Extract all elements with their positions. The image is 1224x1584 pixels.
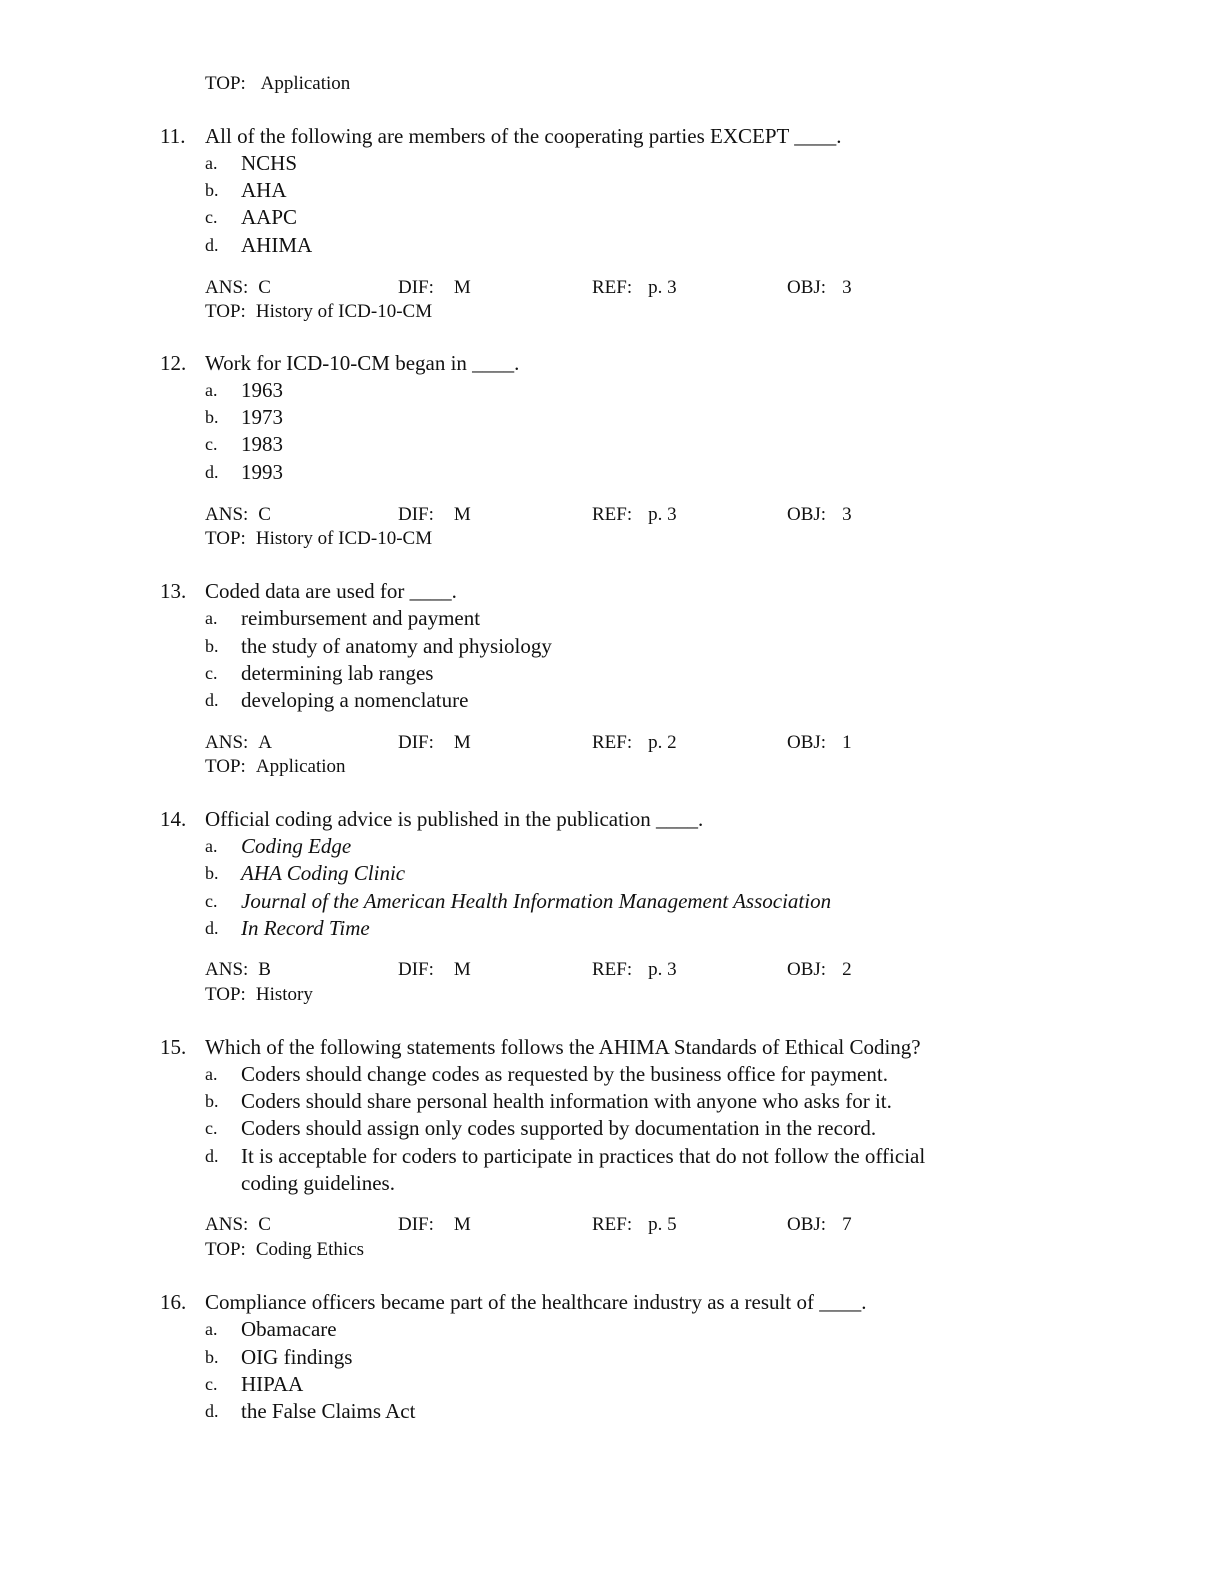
- option-text: In Record Time: [241, 916, 370, 940]
- answer-meta: [205, 1213, 271, 1237]
- ref-value: p. 5: [648, 1214, 677, 1235]
- option-text: Coders should change codes as requested by the business office for payment.: [241, 1062, 888, 1086]
- option-text: HIPAA: [241, 1372, 304, 1396]
- top-fragment: [205, 72, 350, 96]
- top-label: TOP:: [205, 528, 246, 549]
- option-text: AHA Coding Clinic: [241, 861, 406, 885]
- answer-meta: [205, 503, 271, 527]
- ref-value: p. 2: [648, 732, 677, 753]
- dif-value: M: [453, 277, 471, 298]
- option-letter: d.: [205, 235, 219, 255]
- option-letter: c.: [205, 207, 218, 227]
- option-letter: b.: [205, 407, 219, 427]
- question-number: 16.: [160, 1290, 187, 1314]
- topic-meta: [205, 527, 432, 551]
- option-letter: d.: [205, 918, 219, 938]
- option-letter: c.: [205, 434, 218, 454]
- question-number: 11.: [160, 124, 186, 148]
- top-label: TOP:: [205, 756, 246, 777]
- question-text: Which of the following statements follows the AHIMA Standards of Ethical Coding?: [205, 1035, 921, 1059]
- obj-value: 1: [842, 732, 852, 753]
- top-value: Application: [260, 73, 351, 94]
- reference-meta: [592, 731, 677, 755]
- dif-value: M: [453, 959, 471, 980]
- option-letter: d.: [205, 1146, 219, 1166]
- objective-meta: [787, 503, 852, 527]
- difficulty-meta: [398, 731, 471, 755]
- option-text: It is acceptable for coders to participate in practices that do not follow the official: [241, 1144, 926, 1168]
- difficulty-meta: [398, 958, 471, 982]
- option-text: AHIMA: [241, 233, 313, 257]
- dif-value: M: [453, 1214, 471, 1235]
- option-text: 1973: [241, 405, 283, 429]
- topic-meta: [205, 1238, 364, 1262]
- answer-meta: [205, 958, 271, 982]
- obj-value: 2: [842, 959, 852, 980]
- top-label: TOP:: [205, 984, 246, 1005]
- obj-label: OBJ:: [787, 277, 827, 298]
- ans-value: C: [258, 277, 271, 298]
- ref-label: REF:: [592, 959, 633, 980]
- option-text: determining lab ranges: [241, 661, 434, 685]
- objective-meta: [787, 731, 852, 755]
- question-number: 13.: [160, 579, 187, 603]
- top-value: Application: [255, 756, 346, 777]
- ref-label: REF:: [592, 732, 633, 753]
- question-text: Official coding advice is published in the publication ____.: [205, 807, 704, 831]
- objective-meta: [787, 1213, 852, 1237]
- reference-meta: [592, 1213, 677, 1237]
- top-label: TOP:: [205, 301, 246, 322]
- top-value: History: [255, 984, 313, 1005]
- answer-meta: [205, 731, 272, 755]
- topic-meta: [205, 755, 346, 779]
- option-letter: b.: [205, 180, 219, 200]
- obj-label: OBJ:: [787, 959, 827, 980]
- dif-label: DIF:: [398, 1214, 434, 1235]
- option-text: the False Claims Act: [241, 1399, 416, 1423]
- option-letter: d.: [205, 1401, 219, 1421]
- ans-label: ANS:: [205, 732, 249, 753]
- objective-meta: [787, 276, 852, 300]
- dif-label: DIF:: [398, 504, 434, 525]
- option-letter: a.: [205, 1064, 218, 1084]
- ans-value: A: [258, 732, 273, 753]
- option-text: AHA: [241, 178, 287, 202]
- ans-label: ANS:: [205, 504, 249, 525]
- dif-label: DIF:: [398, 277, 434, 298]
- option-text: Obamacare: [241, 1317, 337, 1341]
- question-text: Compliance officers became part of the healthcare industry as a result of ____.: [205, 1290, 867, 1314]
- option-letter: a.: [205, 1319, 218, 1339]
- option-letter: c.: [205, 1374, 218, 1394]
- question-text: Work for ICD-10-CM began in ____.: [205, 351, 520, 375]
- option-letter: c.: [205, 891, 218, 911]
- topic-meta: [205, 983, 313, 1007]
- dif-value: M: [453, 732, 471, 753]
- dif-label: DIF:: [398, 959, 434, 980]
- obj-label: OBJ:: [787, 1214, 827, 1235]
- option-text: Coders should share personal health information with anyone who asks for it.: [241, 1089, 892, 1113]
- option-letter: a.: [205, 153, 218, 173]
- top-label: TOP:: [205, 1239, 246, 1260]
- topic-meta: [205, 300, 432, 324]
- option-letter: b.: [205, 636, 219, 656]
- option-text: Coding Edge: [241, 834, 352, 858]
- option-text: the study of anatomy and physiology: [241, 634, 552, 658]
- option-letter: d.: [205, 690, 219, 710]
- option-text: 1993: [241, 460, 283, 484]
- question-number: 14.: [160, 807, 187, 831]
- reference-meta: [592, 503, 677, 527]
- ans-label: ANS:: [205, 277, 249, 298]
- ans-label: ANS:: [205, 1214, 249, 1235]
- option-letter: d.: [205, 462, 219, 482]
- top-label: TOP:: [205, 73, 246, 94]
- option-letter: a.: [205, 608, 218, 628]
- obj-label: OBJ:: [787, 732, 827, 753]
- option-text: OIG findings: [241, 1345, 353, 1369]
- ans-value: B: [258, 959, 271, 980]
- ans-label: ANS:: [205, 959, 249, 980]
- question-number: 12.: [160, 351, 187, 375]
- obj-value: 3: [842, 277, 852, 298]
- top-value: Coding Ethics: [255, 1239, 365, 1260]
- ref-label: REF:: [592, 277, 633, 298]
- obj-value: 7: [842, 1214, 852, 1235]
- question-text: All of the following are members of the cooperating parties EXCEPT ____.: [205, 124, 842, 148]
- question-text: Coded data are used for ____.: [205, 579, 457, 603]
- option-letter: b.: [205, 1347, 219, 1367]
- difficulty-meta: [398, 276, 471, 300]
- option-text: AAPC: [241, 205, 298, 229]
- option-text: Coders should assign only codes supported by documentation in the record.: [241, 1116, 877, 1140]
- ans-value: C: [258, 1214, 271, 1235]
- option-letter: c.: [205, 1118, 218, 1138]
- ref-value: p. 3: [648, 504, 677, 525]
- option-letter: a.: [205, 380, 218, 400]
- dif-value: M: [453, 504, 471, 525]
- difficulty-meta: [398, 1213, 471, 1237]
- option-text: reimbursement and payment: [241, 606, 481, 630]
- option-letter: a.: [205, 836, 218, 856]
- dif-label: DIF:: [398, 732, 434, 753]
- option-letter: b.: [205, 1091, 219, 1111]
- option-text: NCHS: [241, 151, 298, 175]
- ref-value: p. 3: [648, 277, 677, 298]
- top-value: History of ICD-10-CM: [255, 301, 433, 322]
- difficulty-meta: [398, 503, 471, 527]
- option-text-continuation: coding guidelines.: [241, 1171, 395, 1195]
- obj-label: OBJ:: [787, 504, 827, 525]
- reference-meta: [592, 276, 677, 300]
- option-text: Journal of the American Health Information Management Association: [241, 889, 832, 913]
- option-text: 1963: [241, 378, 283, 402]
- option-letter: b.: [205, 863, 219, 883]
- option-text: 1983: [241, 432, 283, 456]
- option-text: developing a nomenclature: [241, 688, 469, 712]
- option-letter: c.: [205, 663, 218, 683]
- answer-meta: [205, 276, 271, 300]
- ref-value: p. 3: [648, 959, 677, 980]
- top-value: History of ICD-10-CM: [255, 528, 433, 549]
- obj-value: 3: [842, 504, 852, 525]
- ref-label: REF:: [592, 504, 633, 525]
- ans-value: C: [258, 504, 271, 525]
- ref-label: REF:: [592, 1214, 633, 1235]
- reference-meta: [592, 958, 677, 982]
- question-number: 15.: [160, 1035, 187, 1059]
- objective-meta: [787, 958, 852, 982]
